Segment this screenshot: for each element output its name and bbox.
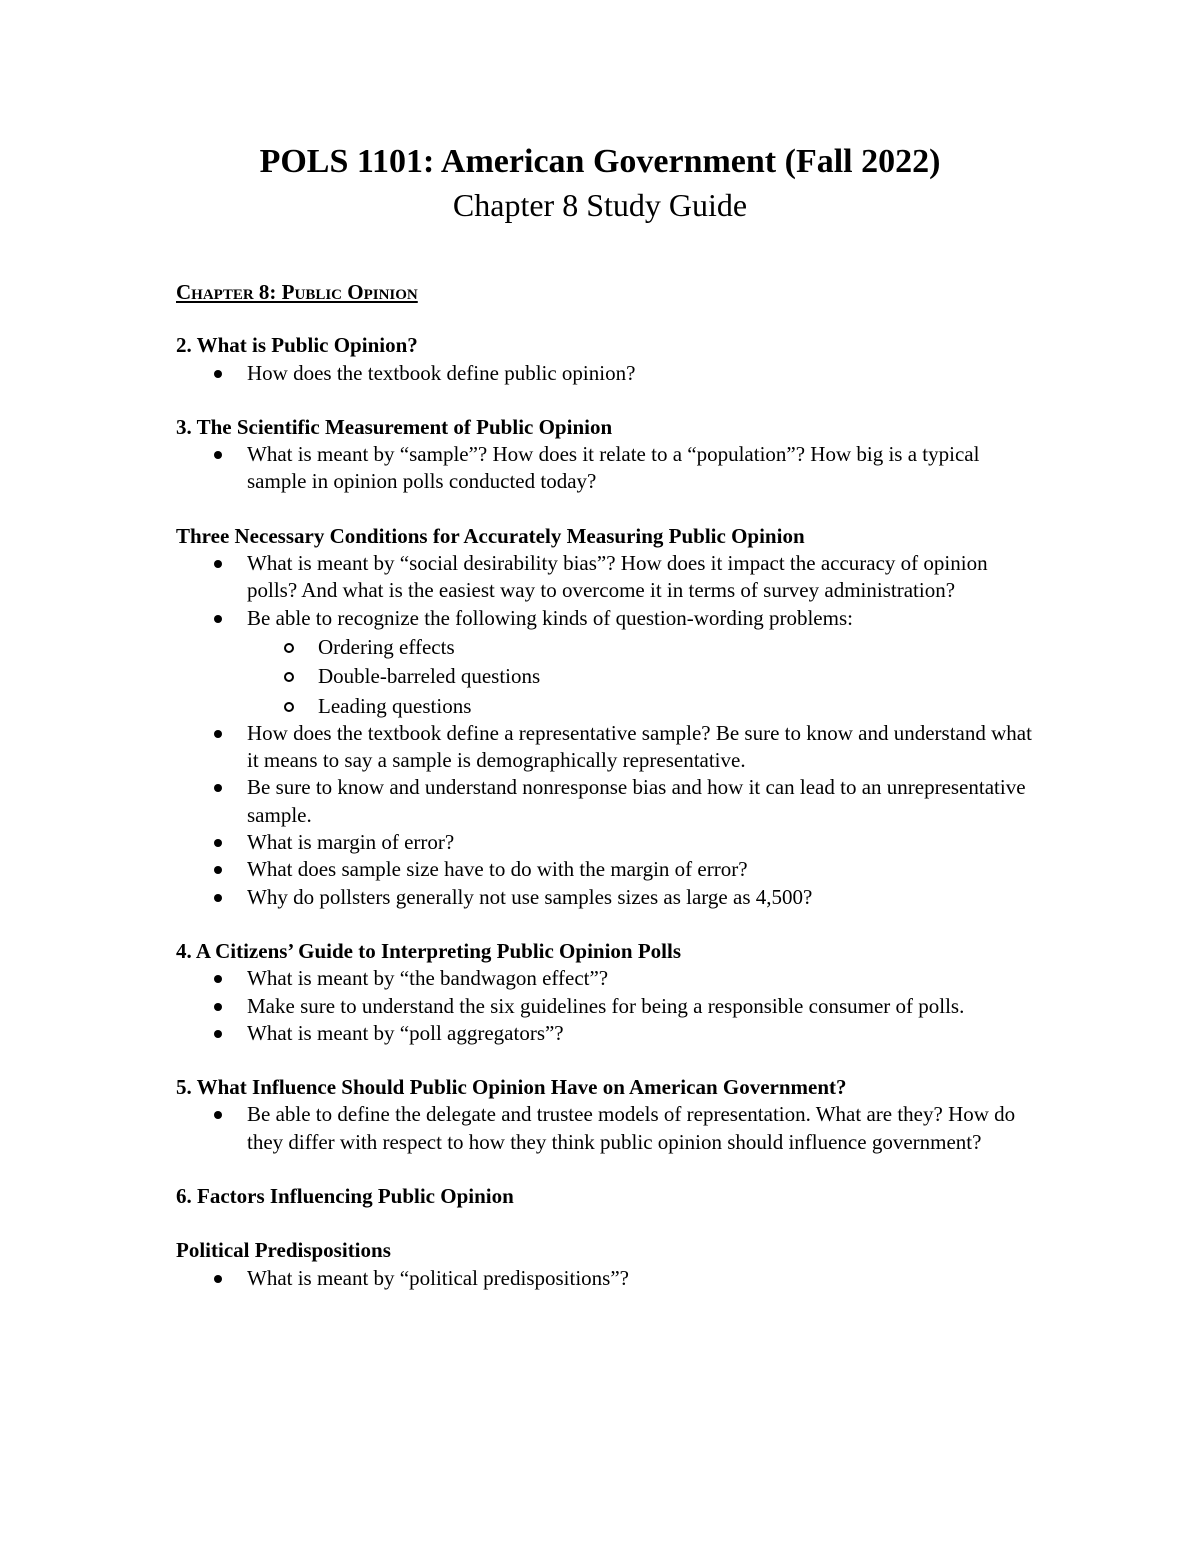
- section-title: Three Necessary Conditions for Accurately Measuring Public Opinion: [176, 523, 805, 548]
- list-item: [176, 360, 1036, 387]
- bullet-dot-icon: [214, 370, 222, 378]
- hollow-bullet-icon: [284, 702, 294, 712]
- bullet-list: [176, 1265, 1036, 1292]
- bullet-dot-icon: [214, 784, 222, 792]
- list-item-text: What is meant by “political predispositions”?: [247, 1265, 629, 1290]
- section: [176, 1074, 1036, 1156]
- bullet-dot-icon: [214, 839, 222, 847]
- list-item: [176, 550, 1036, 605]
- bullet-dot-icon: [214, 615, 222, 623]
- bullet-list: [176, 360, 1036, 387]
- section: [176, 1237, 1036, 1292]
- document-subtitle: Chapter 8 Study Guide: [452, 187, 748, 223]
- section-title: 2. What is Public Opinion?: [176, 333, 418, 358]
- section: [176, 332, 1036, 387]
- hollow-bullet-icon: [284, 643, 294, 653]
- bullet-dot-icon: [214, 1275, 222, 1283]
- list-item: [176, 441, 1036, 496]
- bullet-dot-icon: [214, 866, 222, 874]
- bullet-dot-icon: [214, 1003, 222, 1011]
- bullet-dot-icon: [214, 1111, 222, 1119]
- list-item-text: Make sure to understand the six guidelines for being a responsible consumer of polls.: [247, 993, 965, 1018]
- bullet-list: [176, 1101, 1036, 1156]
- list-item-text: What is meant by “poll aggregators”?: [247, 1020, 564, 1045]
- hollow-bullet-icon: [284, 672, 294, 682]
- sub-list-item: [247, 663, 1036, 690]
- bullet-list: [176, 550, 1036, 911]
- list-item: [176, 605, 1036, 720]
- document-title: POLS 1101: American Government (Fall 2022): [259, 143, 941, 180]
- list-item-text: Be able to define the delegate and trustee models of representation. What are they? How do they differ with respect to how they think public opinion should influence government?: [247, 1102, 1016, 1154]
- list-item-text: What is margin of error?: [247, 830, 455, 855]
- list-item: [176, 884, 1036, 911]
- bullet-dot-icon: [214, 975, 222, 983]
- section-title: 4. A Citizens’ Guide to Interpreting Public Opinion Polls: [176, 938, 682, 963]
- section: [176, 523, 1036, 911]
- section: [176, 938, 1036, 1047]
- bullet-dot-icon: [214, 730, 222, 738]
- sub-bullet-list: [247, 634, 1036, 720]
- list-item: [176, 720, 1036, 775]
- document-body: [176, 279, 1036, 1319]
- section: [176, 414, 1036, 496]
- list-item-text: Be sure to know and understand nonresponse bias and how it can lead to an unrepresentative sample.: [247, 775, 1026, 827]
- list-item: [176, 856, 1036, 883]
- sub-list-item-text: Ordering effects: [318, 634, 455, 659]
- bullet-dot-icon: [214, 894, 222, 902]
- chapter-heading: Chapter 8: Public Opinion: [176, 280, 418, 304]
- bullet-dot-icon: [214, 560, 222, 568]
- list-item-text: How does the textbook define public opinion?: [247, 360, 636, 385]
- sub-list-item: [247, 693, 1036, 720]
- list-item-text: Be able to recognize the following kinds of question-wording problems:: [247, 605, 853, 630]
- list-item: [176, 993, 1036, 1020]
- bullet-dot-icon: [214, 451, 222, 459]
- list-item: [176, 774, 1036, 829]
- bullet-dot-icon: [214, 1030, 222, 1038]
- section-title: 5. What Influence Should Public Opinion Have on American Government?: [176, 1075, 847, 1100]
- list-item-text: What does sample size have to do with the margin of error?: [247, 857, 748, 882]
- sub-list-item-text: Leading questions: [318, 693, 472, 718]
- sections-container: [176, 332, 1036, 1292]
- bullet-list: [176, 965, 1036, 1047]
- list-item-text: How does the textbook define a representative sample? Be sure to know and understand what it means to say a sample is demographically representative.: [247, 720, 1032, 773]
- list-item-text: What is meant by “social desirability bias”? How does it impact the accuracy of opinion polls? And what is the easiest way to overcome it in terms of survey administration?: [247, 551, 988, 603]
- list-item: [176, 829, 1036, 856]
- section-title: 6. Factors Influencing Public Opinion: [176, 1184, 514, 1209]
- section: [176, 1183, 1036, 1210]
- list-item-text: What is meant by “the bandwagon effect”?: [247, 966, 609, 991]
- list-item: [176, 965, 1036, 992]
- list-item-text: What is meant by “sample”? How does it relate to a “population”? How big is a typical sample in opinion polls conducted today?: [247, 442, 980, 494]
- list-item: [176, 1265, 1036, 1292]
- list-item: [176, 1020, 1036, 1047]
- sub-list-item-text: Double-barreled questions: [318, 664, 541, 689]
- section-title: 3. The Scientific Measurement of Public Opinion: [176, 414, 613, 439]
- list-item: [176, 1101, 1036, 1156]
- list-item-text: Why do pollsters generally not use samples sizes as large as 4,500?: [247, 884, 813, 909]
- sub-list-item: [247, 634, 1036, 661]
- bullet-list: [176, 441, 1036, 496]
- section-title: Political Predispositions: [176, 1238, 391, 1263]
